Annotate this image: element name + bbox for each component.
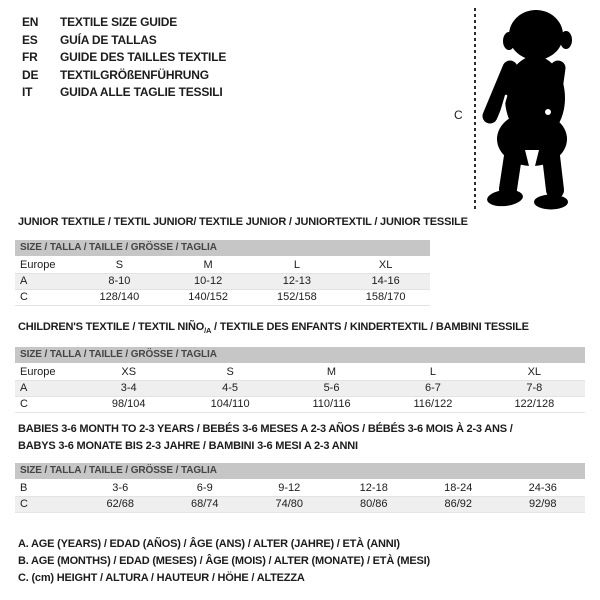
foot-right — [534, 195, 568, 210]
height-cell: 74/80 — [275, 498, 304, 510]
height-cell: 98/104 — [111, 398, 146, 410]
table-row-age — [15, 274, 430, 290]
age-cell: 14-16 — [371, 275, 400, 287]
height-cell: 152/158 — [276, 291, 317, 303]
hand-hip-notch — [545, 109, 551, 115]
language-title: GUIDE DES TAILLES TEXTILE — [60, 50, 227, 64]
language-row-fr — [22, 49, 226, 67]
months-cell: 9-12 — [278, 482, 301, 494]
language-code: ES — [22, 32, 38, 47]
height-cell: 158/170 — [365, 291, 406, 303]
junior-table-title: JUNIOR TEXTILE / TEXTIL JUNIOR/ TEXTILE JUNIOR / JUNIORTEXTIL / JUNIOR TESSILE — [18, 216, 468, 228]
height-cell: 62/68 — [106, 498, 135, 510]
babies-title-line1: BABIES 3-6 MONTH TO 2-3 YEARS / BEBÉS 3-6 MESES A 2-3 AÑOS / BÉBÉS 3-6 MOIS À 2-3 ANS / — [18, 423, 513, 435]
row-label: C — [20, 291, 28, 303]
size-cell: XL — [378, 259, 393, 271]
age-cell: 6-7 — [424, 382, 441, 394]
height-cell: 68/74 — [190, 498, 219, 510]
children-title-subscript: /A — [204, 326, 212, 336]
size-cell: S — [115, 259, 124, 271]
size-header-bar: SIZE / TALLA / TAILLE / GRÖSSE / TAGLIA — [15, 240, 430, 256]
months-cell: 18-24 — [444, 482, 473, 494]
children-title-main: CHILDREN'S TEXTILE / TEXTIL NIÑO — [18, 321, 205, 333]
months-cell: 24-36 — [528, 482, 557, 494]
months-cell: 12-18 — [359, 482, 388, 494]
row-label: A — [20, 382, 28, 394]
row-label: C — [20, 398, 28, 410]
age-cell: 3-4 — [120, 382, 137, 394]
age-cell: 5-6 — [323, 382, 340, 394]
table-row-months — [15, 481, 585, 497]
footnote-age-years: A. AGE (YEARS) / EDAD (AÑOS) / ÂGE (ANS) / ALTER (JAHRE) / ETÀ (ANNI) — [18, 538, 400, 550]
height-cell: 104/110 — [210, 398, 250, 410]
size-cell: L — [293, 259, 300, 271]
size-cell: S — [226, 366, 234, 378]
size-cell: M — [203, 259, 213, 271]
table-row-height — [15, 397, 585, 413]
head — [509, 10, 563, 60]
leg-right — [551, 156, 555, 190]
size-header-bar: SIZE / TALLA / TAILLE / GRÖSSE / TAGLIA — [15, 463, 585, 479]
language-code: DE — [22, 67, 39, 82]
children-table-title — [18, 321, 529, 335]
toddler-silhouette — [478, 6, 578, 212]
height-cell: 92/98 — [528, 498, 557, 510]
language-code: EN — [22, 15, 39, 29]
legend-footnotes — [18, 536, 430, 588]
row-label: A — [20, 275, 28, 287]
children-title-rest: / TEXTILE DES ENFANTS / KINDERTEXTIL / BAMBINI TESSILE — [211, 321, 529, 333]
height-cell: 116/122 — [413, 398, 453, 410]
footnote-height: C. (cm) HEIGHT / ALTURA / HAUTEUR / HÖHE / ALTEZZA — [18, 572, 305, 585]
language-title: GUIDA ALLE TAGLIE TESSILI — [60, 85, 223, 99]
age-cell: 12-13 — [282, 275, 311, 287]
babies-table-title — [18, 421, 513, 455]
language-title: TEXTILE SIZE GUIDE — [60, 15, 178, 29]
height-cell: 122/128 — [514, 398, 555, 410]
row-label: C — [20, 498, 28, 510]
age-cell: 10-12 — [194, 275, 223, 287]
months-cell: 6-9 — [196, 482, 213, 494]
children-size-table — [15, 347, 585, 413]
height-cell: 86/92 — [444, 498, 473, 510]
size-cell: M — [326, 366, 337, 378]
table-row-age — [15, 381, 585, 397]
table-row-height — [15, 497, 585, 513]
table-row-europe — [15, 258, 430, 274]
foot-left — [486, 188, 523, 208]
size-cell: XL — [527, 366, 542, 378]
table-row-height — [15, 290, 430, 306]
language-code: IT — [22, 85, 33, 99]
row-label: Europe — [20, 259, 56, 271]
age-cell: 8-10 — [108, 275, 131, 287]
size-cell: L — [429, 366, 436, 378]
language-row-en — [22, 14, 226, 32]
size-cell: XS — [121, 366, 137, 378]
age-cell: 7-8 — [526, 382, 543, 394]
language-title: TEXTILGRÖßENFÜHRUNG — [60, 67, 209, 82]
babies-size-table — [15, 463, 585, 513]
height-cell: 80/86 — [359, 498, 388, 510]
arm-right — [553, 68, 558, 104]
height-cell: 128/140 — [99, 291, 140, 303]
language-title: GUÍA DE TALLAS — [60, 32, 157, 47]
footnote-age-months: B. AGE (MONTHS) / EDAD (MESES) / ÂGE (MOIS) / ALTER (MONATE) / ETÀ (MESI) — [18, 555, 430, 568]
size-header-bar: SIZE / TALLA / TAILLE / GRÖSSE / TAGLIA — [15, 347, 585, 363]
row-label: Europe — [20, 366, 56, 378]
language-row-de — [22, 67, 226, 85]
height-measure-dashed-line — [474, 8, 476, 209]
junior-size-table — [15, 240, 430, 306]
language-list — [22, 14, 226, 102]
height-marker-label: C — [454, 108, 463, 122]
language-code: FR — [22, 50, 38, 64]
height-cell: 110/116 — [312, 398, 351, 410]
language-row-es — [22, 32, 226, 50]
babies-title-line2: BABYS 3-6 MONATE BIS 2-3 JAHRE / BAMBINI 3-6 MESI A 2-3 ANNI — [18, 440, 358, 452]
months-cell: 3-6 — [112, 482, 129, 494]
language-row-it — [22, 84, 226, 102]
table-row-europe — [15, 365, 585, 381]
leg-left — [508, 156, 513, 189]
height-cell: 140/152 — [188, 291, 228, 303]
row-label: B — [20, 482, 28, 494]
age-cell: 4-5 — [222, 382, 239, 394]
